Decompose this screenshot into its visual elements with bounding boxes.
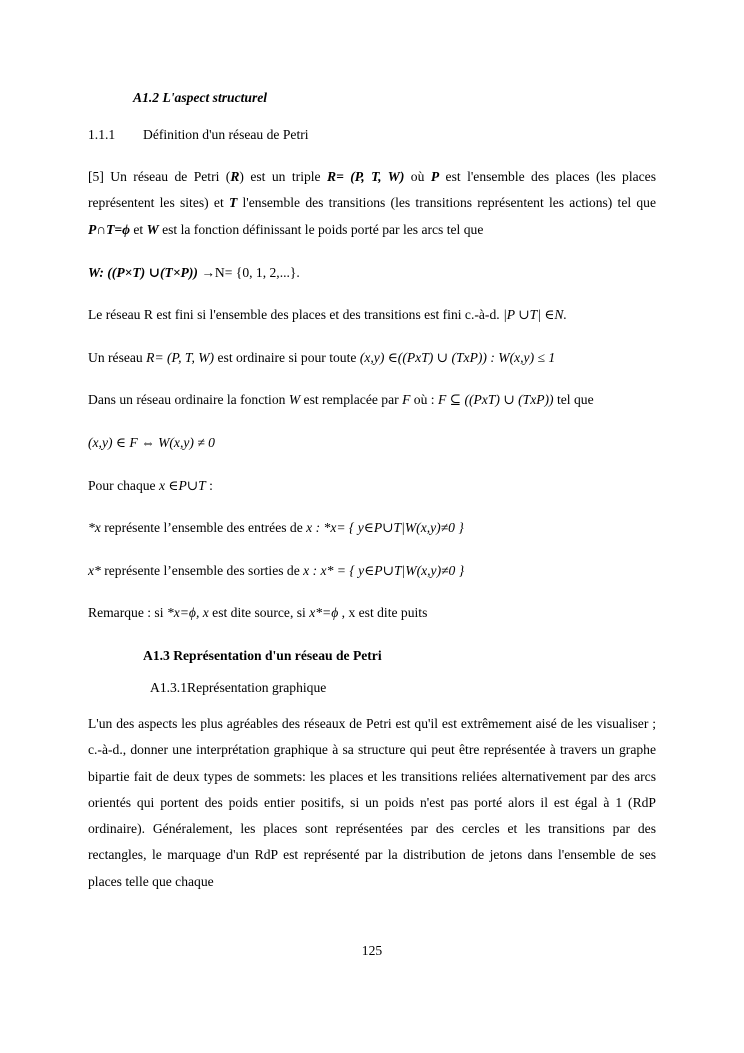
graphical-representation-paragraph: L'un des aspects les plus agréables des réseaux de Petri est qu'il est extrêmement aisé de les visualiser ; c.-à-d., donner une interprétation graphique à sa structure qui peut être représentée à travers un graphe bipartie fait de deux types de sommets: les places et les transitions reliées alternativement par des arcs orientés qui portent des poids entier positifs, si un poids n'est pas porté alors il est égal à 1 (RdP ordinaire). Généralement, les places sont représentées par des cercles et les transitions par des rectangles, le marquage d'un RdP est représenté par la distribution de jetons dans l'ensemble de ses places telle que chaque [88, 716, 656, 889]
ordinary-network-line [88, 349, 555, 367]
text-span: [5] Un réseau de Petri ( [88, 169, 231, 184]
text-span: est ordinaire si pour toute [214, 350, 360, 365]
section-1-1-1 [88, 126, 309, 144]
text-span: est l'ensemble des places (les places représentent les sites) et [88, 169, 656, 211]
for-each-line [88, 477, 213, 495]
math-span: x : x* = { y∈P∪T|W(x,y)≠0 } [303, 563, 465, 578]
math-span: |P ∪T| ∈N. [503, 307, 567, 322]
section-title: Définition d'un réseau de Petri [143, 127, 309, 142]
iff-formula: (x,y) ∈ F ⇔ W(x,y) ≠ 0 [88, 435, 215, 450]
section-number: 1.1.1 [88, 127, 116, 142]
math-span: x : *x= { y∈P∪T|W(x,y)≠0 } [306, 520, 464, 535]
text-span: est remplacée par [300, 392, 403, 407]
inputs-line [88, 519, 464, 537]
outputs-line [88, 562, 464, 580]
text-span: représente l’ensemble des entrées de [100, 520, 307, 535]
text-span: où : [410, 392, 438, 407]
text-span: Le réseau R est fini si l'ensemble des places et des transitions est fini c.-à-d. [88, 307, 504, 322]
symbol-r: R [230, 169, 240, 184]
text-span: tel que [553, 392, 594, 407]
page-number: 125 [361, 943, 383, 958]
math-span: W [288, 392, 301, 407]
math-span: x ∈P∪T [158, 478, 206, 493]
math-span: x*=ϕ [309, 605, 339, 620]
text-span: Dans un réseau ordinaire la fonction [88, 392, 289, 407]
text-span: où [404, 169, 431, 184]
symbol-w: W [146, 221, 159, 237]
triple-formula: R= (P, T, W) [327, 169, 405, 184]
text-span: ) est un triple [239, 169, 327, 184]
heading-a1-2: A1.2 L'aspect structurel [133, 90, 268, 105]
finite-network-line [88, 306, 567, 324]
math-span: (x,y) ∈((PxT) ∪ (TxP)) : W(x,y) ≤ 1 [359, 350, 556, 365]
text-span: représente l’ensemble des sorties de [100, 563, 304, 578]
symbol-p: P [430, 169, 440, 184]
definition-paragraph [88, 164, 656, 243]
text-span: : [205, 478, 213, 493]
heading-a1-3-1: A1.3.1Représentation graphique [150, 680, 327, 695]
math-span: *x [88, 520, 101, 535]
formula-rhs: →N= {0, 1, 2,...}. [197, 265, 300, 280]
math-span: x* [88, 563, 101, 578]
heading-a1-3: A1.3 Représentation d'un réseau de Petri [143, 648, 382, 663]
replaced-function-line [88, 391, 594, 409]
symbol-t: T [228, 195, 238, 211]
math-span: *x=ϕ, x [166, 605, 209, 620]
formula-lhs: W: ((P×T) ∪(T×P)) [88, 265, 198, 280]
intersection-formula: P∩T=ϕ [88, 221, 130, 237]
math-span: F [402, 392, 411, 407]
math-span: R= (P, T, W) [146, 350, 215, 365]
text-span: Remarque : si [88, 605, 167, 620]
text-span: Un réseau [88, 350, 147, 365]
text-span: l'ensemble des transitions (les transitions représentent les actions) tel que [237, 195, 657, 211]
remark-line [88, 604, 427, 622]
text-span: et [130, 221, 147, 237]
weight-function-formula [88, 264, 300, 282]
math-span: F ⊆ ((PxT) ∪ (TxP)) [437, 392, 554, 407]
text-span: Pour chaque [88, 478, 159, 493]
text-span: est dite source, si [208, 605, 310, 620]
text-span: , x est dite puits [338, 605, 428, 620]
text-span: est la fonction définissant le poids porté par les arcs tel que [158, 221, 484, 237]
